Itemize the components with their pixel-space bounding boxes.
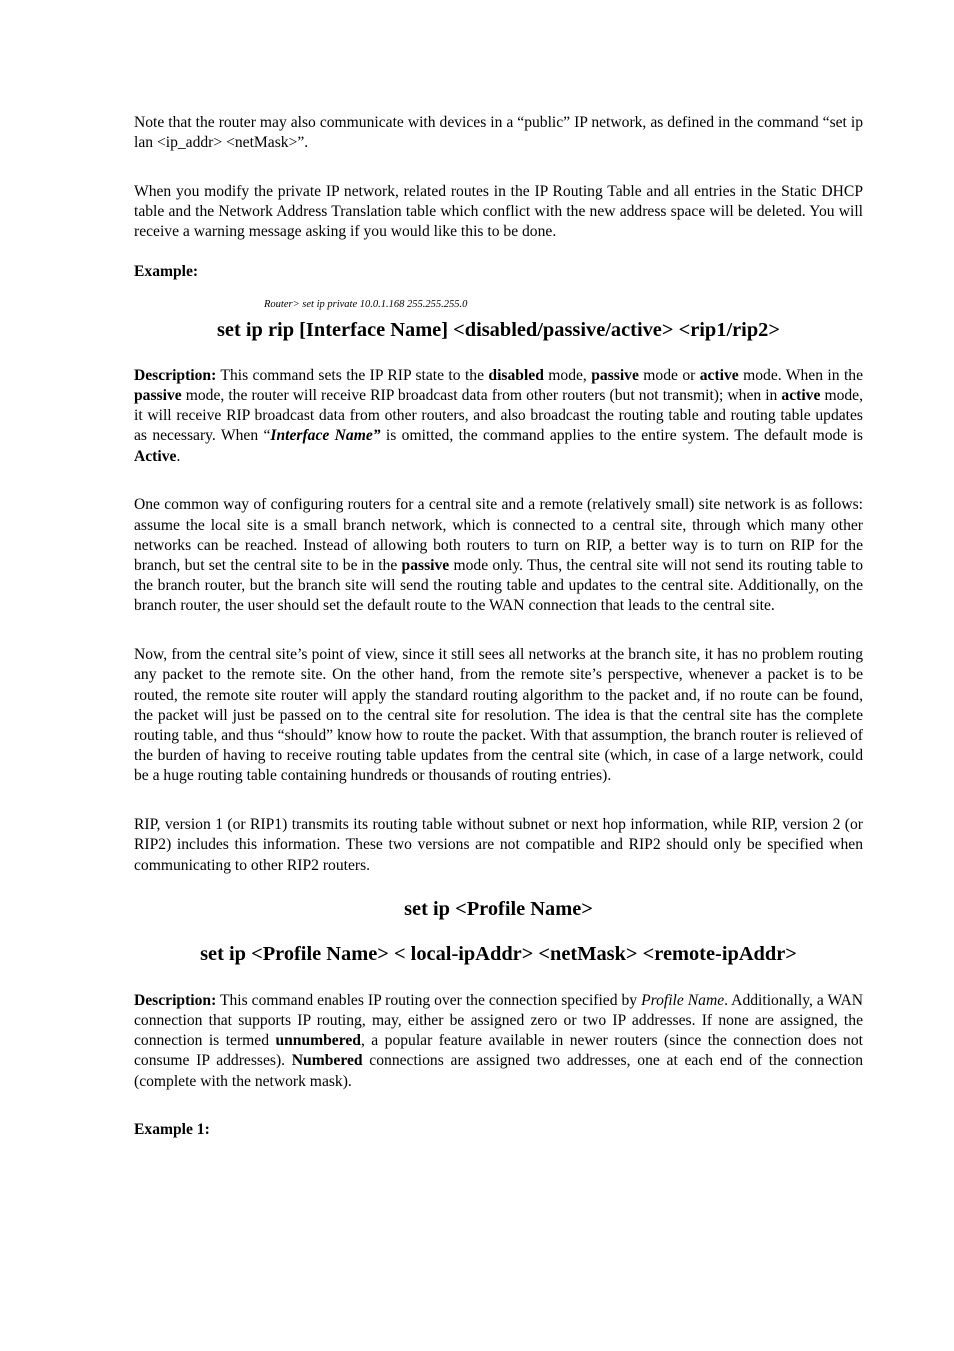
- description-label: Description:: [134, 366, 217, 384]
- description-label: Description:: [134, 991, 217, 1009]
- paragraph-modify-private: When you modify the private IP network, related routes in the IP Routing Table and all entries in the Static DHCP table and the Network Address Translation table which conflict with the new address space will be deleted. You will receive a warning message asking if you would like this to be done.: [134, 183, 863, 241]
- heading-set-ip-profile: set ip <Profile Name>: [404, 897, 593, 920]
- example-label: Example:: [134, 262, 199, 280]
- heading-set-ip-profile-addresses: set ip <Profile Name> < local-ipAddr> <netMask> <remote-ipAddr>: [200, 942, 797, 965]
- paragraph-central-site: One common way of configuring routers for a central site and a remote (relatively small) site network is as follows: assume the local site is a small branch network, which is connected to a central site, through which many other networks can be reached. Instead of allowing both routers to turn on RIP, a better way is to turn on RIP for the branch, but set the central site to be in the passive mode only. Thus, the central site will not send its routing table to the branch router, but the branch site will send the routing table and updates to the central site. Additionally, on the branch router, the user should set the default route to the WAN connection that leads to the central site.: [134, 496, 863, 615]
- paragraph-rip-versions: RIP, version 1 (or RIP1) transmits its routing table without subnet or next hop information, while RIP, version 2 (or RIP2) includes this information. These two versions are not compatible and RIP2 should only be specified when communicating to other RIP2 routers.: [134, 816, 863, 874]
- example-1-label: Example 1:: [134, 1121, 210, 1139]
- paragraph-rip-description: Description: This command sets the IP RIP state to the disabled mode, passive mode or active mode. When in the passive mode, the router will receive RIP broadcast data from other routers (but not transmit); when in active mode, it will receive RIP broadcast data from other routers, and also broadcast the routing table and routing table updates as necessary. When “Interface Name” is omitted, the command applies to the entire system. The default mode is Active.: [134, 366, 863, 465]
- paragraph-public-network: Note that the router may also communicate with devices in a “public” IP network, as defined in the command “set ip lan <ip_addr> <netMask>”.: [134, 114, 863, 152]
- heading-set-ip-rip: set ip rip [Interface Name] <disabled/passive/active> <rip1/rip2>: [217, 318, 780, 341]
- document-page: [134, 113, 863, 1141]
- example-code: Router> set ip private 10.0.1.168 255.255.255.0: [264, 298, 468, 310]
- paragraph-ip-description: Description: This command enables IP routing over the connection specified by Profile Name. Additionally, a WAN connection that supports IP routing, may, either be assigned zero or two IP addresses. If none are assigned, the connection is termed unnumbered, a popular feature available in newer routers (since the connection does not consume IP addresses). Numbered connections are assigned two addresses, one at each end of the connection (complete with the network mask).: [134, 991, 864, 1090]
- paragraph-central-view: Now, from the central site’s point of view, since it still sees all networks at the branch site, it has no problem routing any packet to the remote site. On the other hand, from the remote site’s perspective, whenever a packet is to be routed, the remote site router will apply the standard routing algorithm to the packet and, if no route can be found, the packet will just be passed on to the central site for resolution. The idea is that the central site has the complete routing table, and thus “should” know how to route the packet. With that assumption, the branch router is relieved of the burden of having to receive routing table updates from the central site (which, in case of a large network, could be a huge routing table containing hundreds or thousands of routing entries).: [134, 646, 863, 785]
